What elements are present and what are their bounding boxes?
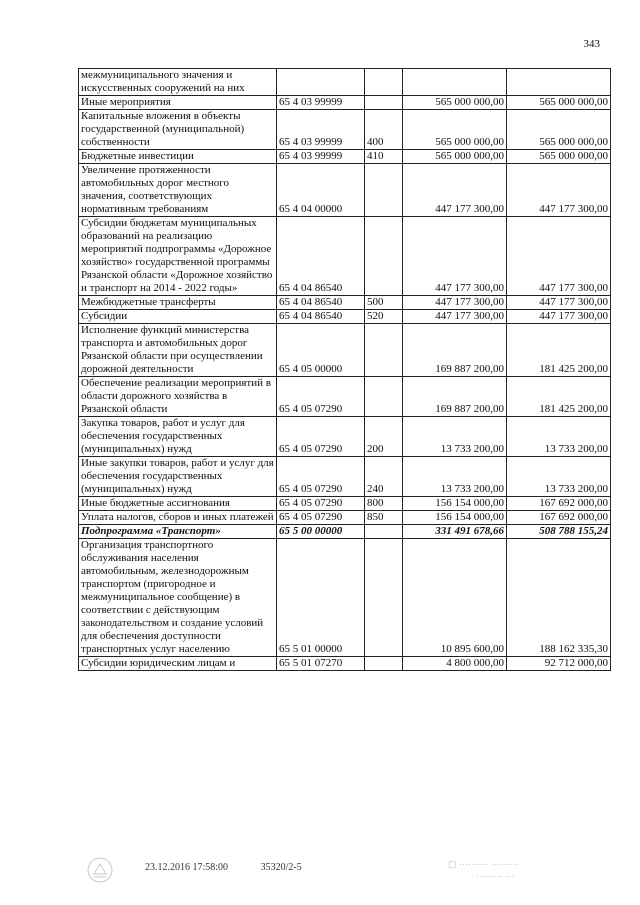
budget-table xyxy=(78,68,611,671)
row-amount-year2: 92 712 000,00 xyxy=(507,657,611,671)
row-expense-type: 520 xyxy=(365,310,403,324)
row-expense-type: 240 xyxy=(365,457,403,497)
row-expense-type: 200 xyxy=(365,417,403,457)
row-amount-year1: 447 177 300,00 xyxy=(403,217,507,296)
row-code: 65 4 05 07290 xyxy=(277,457,365,497)
row-amount-year2: 181 425 200,00 xyxy=(507,324,611,377)
row-amount-year1: 447 177 300,00 xyxy=(403,164,507,217)
row-code: 65 4 05 07290 xyxy=(277,511,365,525)
row-expense-type: 400 xyxy=(365,110,403,150)
table-row xyxy=(79,377,611,417)
row-code: 65 5 01 07270 xyxy=(277,657,365,671)
table-row xyxy=(79,164,611,217)
row-expense-type: 850 xyxy=(365,511,403,525)
row-expense-type: 800 xyxy=(365,497,403,511)
row-amount-year2: 167 692 000,00 xyxy=(507,497,611,511)
row-amount-year1: 331 491 678,66 xyxy=(403,525,507,539)
page-number: 343 xyxy=(583,38,600,50)
row-name: Организация транспортного обслуживания населения автомобильным, железнодорожным транспортом (пригородное и межмуниципальное сообщение) в соответствии с действующим законодательством и создание условий для обеспечения доступности транспортных услуг населению xyxy=(79,539,277,657)
row-amount-year2: 13 733 200,00 xyxy=(507,457,611,497)
row-expense-type: 500 xyxy=(365,296,403,310)
row-expense-type xyxy=(365,525,403,539)
footer xyxy=(145,862,332,873)
row-name: Исполнение функций министерства транспорта и автомобильных дорог Рязанской области при осуществлении дорожной деятельности xyxy=(79,324,277,377)
table-row xyxy=(79,324,611,377)
row-name: Иные мероприятия xyxy=(79,96,277,110)
row-amount-year2: 447 177 300,00 xyxy=(507,164,611,217)
table-row xyxy=(79,511,611,525)
row-code: 65 4 04 86540 xyxy=(277,310,365,324)
table-row xyxy=(79,657,611,671)
row-name: Иные бюджетные ассигнования xyxy=(79,497,277,511)
row-code: 65 4 04 00000 xyxy=(277,164,365,217)
row-amount-year2: 508 788 155,24 xyxy=(507,525,611,539)
row-expense-type: 410 xyxy=(365,150,403,164)
table-row xyxy=(79,525,611,539)
row-amount-year1: 169 887 200,00 xyxy=(403,377,507,417)
row-code: 65 4 05 00000 xyxy=(277,324,365,377)
row-name: Капитальные вложения в объекты государственной (муниципальной) собственности xyxy=(79,110,277,150)
footer-datetime: 23.12.2016 17:58:00 xyxy=(145,862,229,873)
table-row xyxy=(79,217,611,296)
row-amount-year2: 13 733 200,00 xyxy=(507,417,611,457)
table-row xyxy=(79,417,611,457)
row-amount-year2: 188 162 335,30 xyxy=(507,539,611,657)
table-row xyxy=(79,69,611,96)
row-name: Закупка товаров, работ и услуг для обеспечения государственных (муниципальных) нужд xyxy=(79,417,277,457)
row-code: 65 4 04 86540 xyxy=(277,296,365,310)
row-code: 65 4 03 99999 xyxy=(277,110,365,150)
row-code: 65 5 00 00000 xyxy=(277,525,365,539)
table-row xyxy=(79,110,611,150)
row-name: Бюджетные инвестиции xyxy=(79,150,277,164)
row-name: Иные закупки товаров, работ и услуг для обеспечения государственных (муниципальных) нужд xyxy=(79,457,277,497)
table-row xyxy=(79,96,611,110)
row-code: 65 4 03 99999 xyxy=(277,96,365,110)
row-amount-year1: 13 733 200,00 xyxy=(403,417,507,457)
row-code: 65 5 01 00000 xyxy=(277,539,365,657)
row-code xyxy=(277,69,365,96)
row-amount-year1 xyxy=(403,69,507,96)
table-row xyxy=(79,457,611,497)
footer-doc-id: 35320/2-5 xyxy=(260,862,302,873)
row-amount-year1: 565 000 000,00 xyxy=(403,96,507,110)
row-amount-year2: 565 000 000,00 xyxy=(507,96,611,110)
row-name: Субсидии юридическим лицам и xyxy=(79,657,277,671)
row-amount-year1: 447 177 300,00 xyxy=(403,310,507,324)
table-row xyxy=(79,296,611,310)
row-amount-year1: 13 733 200,00 xyxy=(403,457,507,497)
row-expense-type xyxy=(365,377,403,417)
row-expense-type xyxy=(365,69,403,96)
row-name: Уплата налогов, сборов и иных платежей xyxy=(79,511,277,525)
row-amount-year2: 447 177 300,00 xyxy=(507,217,611,296)
row-expense-type xyxy=(365,657,403,671)
row-expense-type xyxy=(365,539,403,657)
row-name: Обеспечение реализации мероприятий в области дорожного хозяйства в Рязанской области xyxy=(79,377,277,417)
row-amount-year2: 565 000 000,00 xyxy=(507,110,611,150)
row-name: Субсидии бюджетам муниципальных образований на реализацию мероприятий подпрограммы «Дорожное хозяйство» государственной программы Рязанской области «Дорожное хозяйство и транспорт на 2014 - 2022 годы» xyxy=(79,217,277,296)
row-amount-year1: 10 895 600,00 xyxy=(403,539,507,657)
row-amount-year2: 565 000 000,00 xyxy=(507,150,611,164)
document-stamp-icon xyxy=(86,856,114,884)
row-amount-year2: 447 177 300,00 xyxy=(507,296,611,310)
row-amount-year1: 169 887 200,00 xyxy=(403,324,507,377)
row-amount-year1: 565 000 000,00 xyxy=(403,150,507,164)
table-row xyxy=(79,497,611,511)
row-amount-year2: 447 177 300,00 xyxy=(507,310,611,324)
row-amount-year2: 167 692 000,00 xyxy=(507,511,611,525)
table-row xyxy=(79,539,611,657)
row-code: 65 4 04 86540 xyxy=(277,217,365,296)
row-code: 65 4 05 07290 xyxy=(277,417,365,457)
table-row xyxy=(79,310,611,324)
row-amount-year2 xyxy=(507,69,611,96)
watermark-stamp: ▢ ·········· ········· ········· ··· xyxy=(448,859,519,881)
row-amount-year2: 181 425 200,00 xyxy=(507,377,611,417)
row-name: Субсидии xyxy=(79,310,277,324)
row-expense-type xyxy=(365,96,403,110)
row-name: Увеличение протяженности автомобильных дорог местного значения, соответствующих нормативным требованиям xyxy=(79,164,277,217)
row-name: межмуниципального значения и искусственных сооружений на них xyxy=(79,69,277,96)
row-name: Подпрограмма «Транспорт» xyxy=(79,525,277,539)
row-name: Межбюджетные трансферты xyxy=(79,296,277,310)
row-code: 65 4 05 07290 xyxy=(277,497,365,511)
row-amount-year1: 4 800 000,00 xyxy=(403,657,507,671)
row-amount-year1: 156 154 000,00 xyxy=(403,511,507,525)
row-expense-type xyxy=(365,164,403,217)
row-code: 65 4 05 07290 xyxy=(277,377,365,417)
table-row xyxy=(79,150,611,164)
row-expense-type xyxy=(365,324,403,377)
row-amount-year1: 156 154 000,00 xyxy=(403,497,507,511)
row-amount-year1: 447 177 300,00 xyxy=(403,296,507,310)
row-code: 65 4 03 99999 xyxy=(277,150,365,164)
row-amount-year1: 565 000 000,00 xyxy=(403,110,507,150)
row-expense-type xyxy=(365,217,403,296)
